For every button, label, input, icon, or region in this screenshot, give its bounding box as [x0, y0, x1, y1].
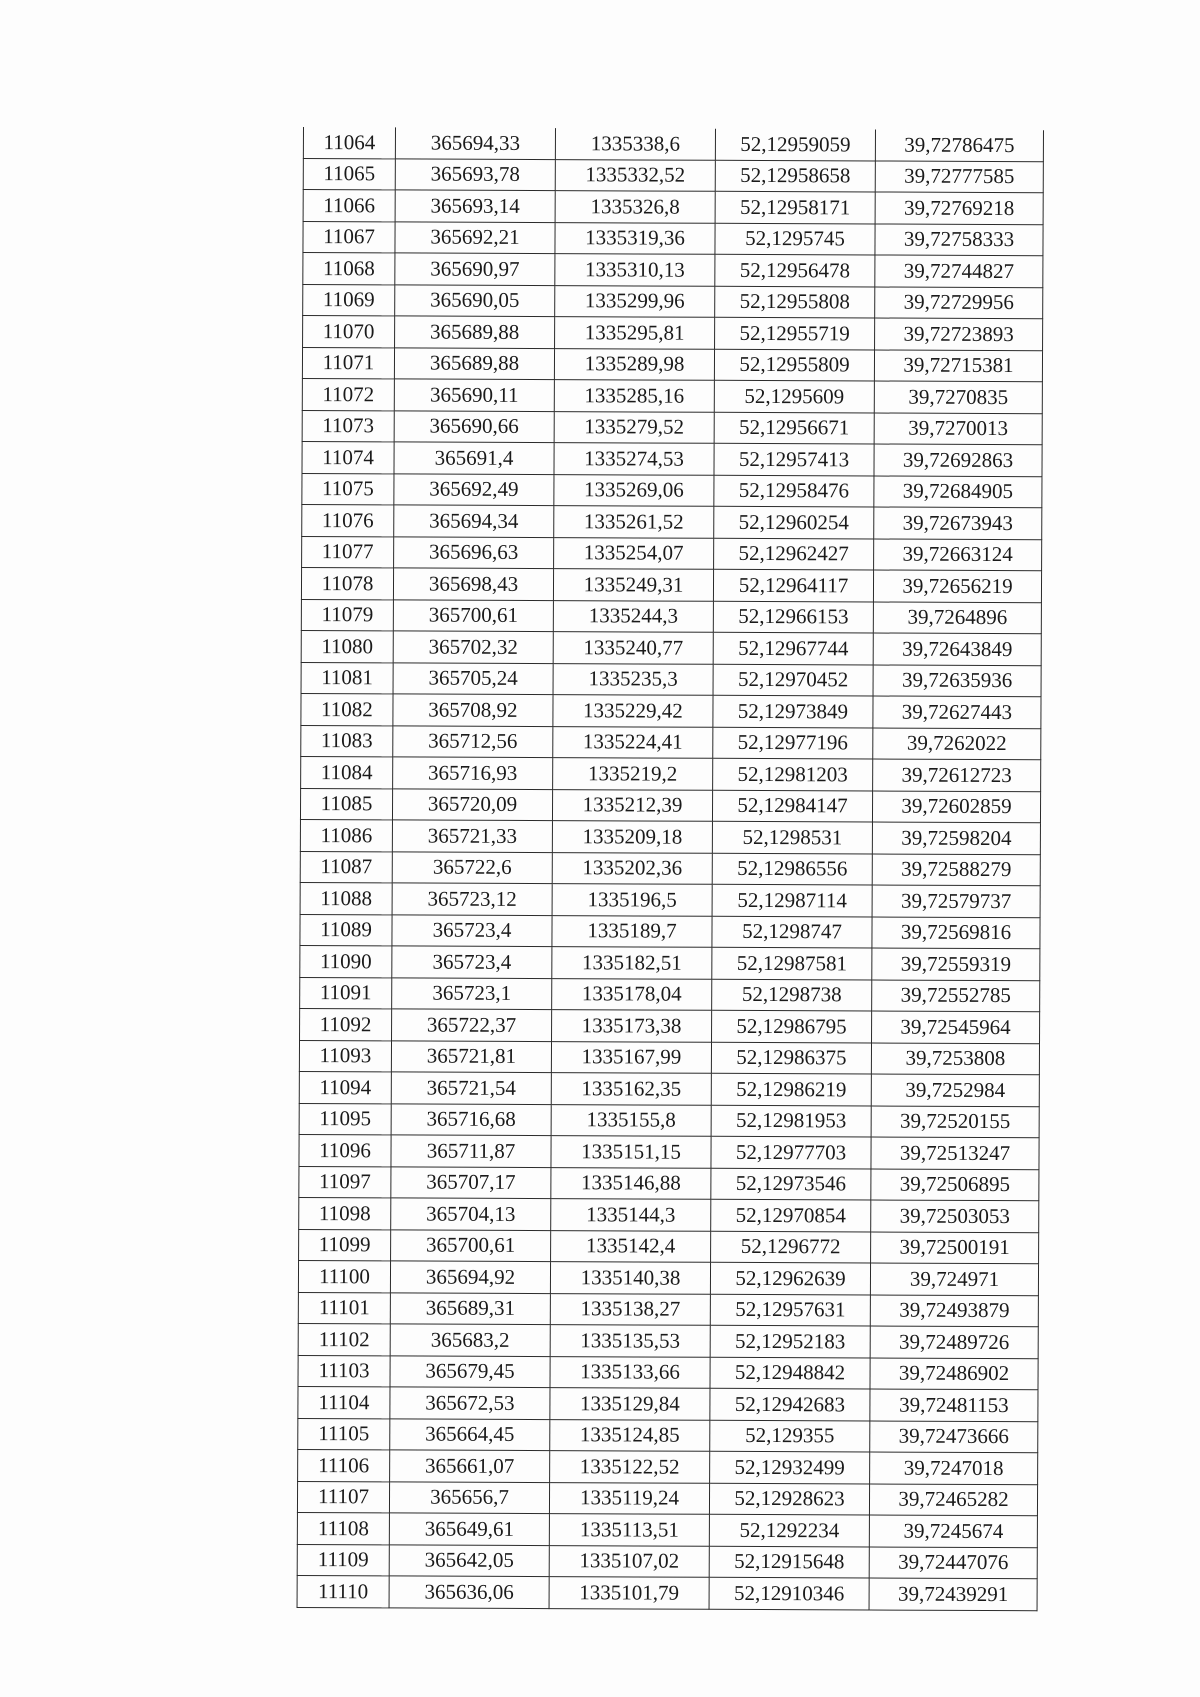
- x-coordinate-cell: 365700,61: [393, 599, 553, 631]
- latitude-cell: 52,12970452: [713, 664, 873, 696]
- table-row: [299, 1166, 1039, 1201]
- table-row: [302, 410, 1042, 445]
- point-number-cell: 11094: [299, 1071, 391, 1103]
- longitude-cell: 39,72744827: [875, 255, 1043, 287]
- x-coordinate-cell: 365694,34: [394, 505, 554, 537]
- x-coordinate-cell: 365723,12: [392, 883, 552, 915]
- longitude-cell: 39,7270835: [874, 381, 1042, 413]
- point-number-cell: 11070: [303, 316, 395, 348]
- point-number-cell: 11078: [301, 567, 393, 599]
- table-row: [300, 1008, 1040, 1043]
- point-number-cell: 11098: [299, 1197, 391, 1229]
- y-coordinate-cell: 1335167,99: [551, 1041, 711, 1073]
- longitude-cell: 39,72579737: [872, 885, 1040, 917]
- point-number-cell: 11079: [301, 599, 393, 631]
- point-number-cell: 11096: [299, 1134, 391, 1166]
- latitude-cell: 52,12955719: [715, 317, 875, 349]
- longitude-cell: 39,72663124: [874, 538, 1042, 570]
- longitude-cell: 39,72493879: [870, 1294, 1038, 1326]
- latitude-cell: 52,1298738: [712, 979, 872, 1011]
- point-number-cell: 11107: [297, 1481, 389, 1513]
- point-number-cell: 11106: [298, 1449, 390, 1481]
- y-coordinate-cell: 1335279,52: [554, 411, 714, 443]
- table-row: [301, 599, 1041, 634]
- point-number-cell: 11082: [301, 693, 393, 725]
- point-number-cell: 11085: [300, 788, 392, 820]
- x-coordinate-cell: 365723,4: [392, 946, 552, 978]
- point-number-cell: 11100: [298, 1260, 390, 1292]
- latitude-cell: 52,12977703: [711, 1136, 871, 1168]
- table-row: [302, 378, 1042, 413]
- point-number-cell: 11068: [303, 253, 395, 285]
- longitude-cell: 39,7247018: [870, 1452, 1038, 1484]
- x-coordinate-cell: 365696,63: [394, 536, 554, 568]
- y-coordinate-cell: 1335151,15: [551, 1136, 711, 1168]
- x-coordinate-cell: 365721,81: [391, 1040, 551, 1072]
- table-row: [298, 1260, 1038, 1295]
- point-number-cell: 11064: [303, 127, 395, 158]
- point-number-cell: 11083: [301, 725, 393, 757]
- longitude-cell: 39,7264896: [873, 601, 1041, 633]
- x-coordinate-cell: 365705,24: [393, 662, 553, 694]
- y-coordinate-cell: 1335299,96: [555, 285, 715, 317]
- x-coordinate-cell: 365721,33: [392, 820, 552, 852]
- point-number-cell: 11095: [299, 1103, 391, 1135]
- latitude-cell: 52,12957631: [710, 1294, 870, 1326]
- y-coordinate-cell: 1335224,41: [553, 726, 713, 758]
- latitude-cell: 52,12986795: [712, 1010, 872, 1042]
- x-coordinate-cell: 365694,92: [390, 1261, 550, 1293]
- y-coordinate-cell: 1335196,5: [552, 884, 712, 916]
- coordinates-table-body: [297, 127, 1043, 1610]
- latitude-cell: 52,12970854: [711, 1199, 871, 1231]
- point-number-cell: 11109: [297, 1544, 389, 1576]
- y-coordinate-cell: 1335244,3: [553, 600, 713, 632]
- latitude-cell: 52,12956671: [714, 412, 874, 444]
- x-coordinate-cell: 365690,05: [395, 284, 555, 316]
- x-coordinate-cell: 365636,06: [389, 1576, 549, 1608]
- x-coordinate-cell: 365642,05: [389, 1544, 549, 1576]
- longitude-cell: 39,72598204: [872, 822, 1040, 854]
- y-coordinate-cell: 1335146,88: [551, 1167, 711, 1199]
- longitude-cell: 39,72481153: [870, 1389, 1038, 1421]
- y-coordinate-cell: 1335140,38: [550, 1262, 710, 1294]
- point-number-cell: 11081: [301, 662, 393, 694]
- latitude-cell: 52,1295745: [715, 223, 875, 255]
- point-number-cell: 11080: [301, 630, 393, 662]
- y-coordinate-cell: 1335338,6: [555, 128, 715, 160]
- y-coordinate-cell: 1335289,98: [554, 348, 714, 380]
- x-coordinate-cell: 365689,88: [394, 347, 554, 379]
- y-coordinate-cell: 1335124,85: [550, 1419, 710, 1451]
- longitude-cell: 39,72500191: [871, 1231, 1039, 1263]
- x-coordinate-cell: 365704,13: [391, 1198, 551, 1230]
- x-coordinate-cell: 365693,14: [395, 190, 555, 222]
- y-coordinate-cell: 1335182,51: [552, 947, 712, 979]
- latitude-cell: 52,12948842: [710, 1357, 870, 1389]
- longitude-cell: 39,72673943: [874, 507, 1042, 539]
- table-row: [303, 190, 1043, 225]
- table-row: [303, 127, 1043, 161]
- table-row: [303, 253, 1043, 288]
- table-row: [297, 1512, 1037, 1547]
- x-coordinate-cell: 365690,11: [394, 379, 554, 411]
- longitude-cell: 39,72486902: [870, 1357, 1038, 1389]
- longitude-cell: 39,72777585: [875, 160, 1043, 192]
- point-number-cell: 11089: [300, 914, 392, 946]
- table-row: [299, 1229, 1039, 1264]
- y-coordinate-cell: 1335173,38: [552, 1010, 712, 1042]
- table-row: [301, 630, 1041, 665]
- table-row: [303, 316, 1043, 351]
- table-row: [300, 819, 1040, 854]
- y-coordinate-cell: 1335319,36: [555, 222, 715, 254]
- longitude-cell: 39,7245674: [869, 1515, 1037, 1547]
- x-coordinate-cell: 365723,4: [392, 914, 552, 946]
- point-number-cell: 11091: [300, 977, 392, 1009]
- y-coordinate-cell: 1335235,3: [553, 663, 713, 695]
- table-row: [300, 945, 1040, 980]
- y-coordinate-cell: 1335285,16: [554, 380, 714, 412]
- longitude-cell: 39,7252984: [871, 1074, 1039, 1106]
- latitude-cell: 52,12958171: [715, 191, 875, 223]
- table-row: [298, 1386, 1038, 1421]
- table-row: [303, 221, 1043, 256]
- y-coordinate-cell: 1335142,4: [551, 1230, 711, 1262]
- x-coordinate-cell: 365722,37: [392, 1009, 552, 1041]
- longitude-cell: 39,724971: [870, 1263, 1038, 1295]
- longitude-cell: 39,7253808: [871, 1042, 1039, 1074]
- y-coordinate-cell: 1335219,2: [553, 758, 713, 790]
- latitude-cell: 52,12932499: [710, 1451, 870, 1483]
- latitude-cell: 52,12959059: [715, 129, 875, 161]
- y-coordinate-cell: 1335295,81: [555, 317, 715, 349]
- latitude-cell: 52,12957413: [714, 443, 874, 475]
- y-coordinate-cell: 1335113,51: [549, 1514, 709, 1546]
- y-coordinate-cell: 1335122,52: [550, 1451, 710, 1483]
- y-coordinate-cell: 1335202,36: [552, 852, 712, 884]
- point-number-cell: 11103: [298, 1355, 390, 1387]
- latitude-cell: 52,12987114: [712, 884, 872, 916]
- table-row: [299, 1134, 1039, 1169]
- y-coordinate-cell: 1335107,02: [549, 1545, 709, 1577]
- point-number-cell: 11066: [303, 190, 395, 222]
- latitude-cell: 52,12966153: [713, 601, 873, 633]
- longitude-cell: 39,7262022: [873, 727, 1041, 759]
- point-number-cell: 11067: [303, 221, 395, 253]
- x-coordinate-cell: 365700,61: [391, 1229, 551, 1261]
- latitude-cell: 52,12958658: [715, 160, 875, 192]
- table-row: [301, 662, 1041, 697]
- latitude-cell: 52,12942683: [710, 1388, 870, 1420]
- longitude-cell: 39,72692863: [874, 444, 1042, 476]
- x-coordinate-cell: 365690,97: [395, 253, 555, 285]
- x-coordinate-cell: 365689,31: [390, 1292, 550, 1324]
- x-coordinate-cell: 365722,6: [392, 851, 552, 883]
- longitude-cell: 39,72656219: [873, 570, 1041, 602]
- longitude-cell: 39,72643849: [873, 633, 1041, 665]
- x-coordinate-cell: 365702,32: [393, 631, 553, 663]
- longitude-cell: 39,72545964: [872, 1011, 1040, 1043]
- table-row: [298, 1323, 1038, 1358]
- table-row: [302, 504, 1042, 539]
- table-row: [303, 158, 1043, 193]
- point-number-cell: 11101: [298, 1292, 390, 1324]
- latitude-cell: 52,12986375: [711, 1042, 871, 1074]
- x-coordinate-cell: 365679,45: [390, 1355, 550, 1387]
- y-coordinate-cell: 1335178,04: [552, 978, 712, 1010]
- point-number-cell: 11092: [300, 1008, 392, 1040]
- table-row: [299, 1197, 1039, 1232]
- latitude-cell: 52,12962427: [714, 538, 874, 570]
- point-number-cell: 11087: [300, 851, 392, 883]
- longitude-cell: 39,72489726: [870, 1326, 1038, 1358]
- y-coordinate-cell: 1335101,79: [549, 1577, 709, 1609]
- latitude-cell: 52,1296772: [711, 1231, 871, 1263]
- table-row: [300, 882, 1040, 917]
- point-number-cell: 11099: [299, 1229, 391, 1261]
- table-row: [302, 473, 1042, 508]
- point-number-cell: 11102: [298, 1323, 390, 1355]
- point-number-cell: 11074: [302, 441, 394, 473]
- y-coordinate-cell: 1335209,18: [552, 821, 712, 853]
- longitude-cell: 39,72758333: [875, 223, 1043, 255]
- y-coordinate-cell: 1335144,3: [551, 1199, 711, 1231]
- table-row: [297, 1575, 1037, 1610]
- y-coordinate-cell: 1335249,31: [553, 569, 713, 601]
- x-coordinate-cell: 365694,33: [395, 127, 555, 159]
- longitude-cell: 39,72627443: [873, 696, 1041, 728]
- longitude-cell: 39,7270013: [874, 412, 1042, 444]
- point-number-cell: 11075: [302, 473, 394, 505]
- x-coordinate-cell: 365691,4: [394, 442, 554, 474]
- point-number-cell: 11097: [299, 1166, 391, 1198]
- point-number-cell: 11072: [302, 378, 394, 410]
- table-row: [300, 788, 1040, 823]
- y-coordinate-cell: 1335138,27: [550, 1293, 710, 1325]
- table-row: [298, 1355, 1038, 1390]
- longitude-cell: 39,72559319: [872, 948, 1040, 980]
- longitude-cell: 39,72635936: [873, 664, 1041, 696]
- latitude-cell: 52,12986556: [712, 853, 872, 885]
- longitude-cell: 39,72439291: [869, 1578, 1037, 1610]
- x-coordinate-cell: 365689,88: [395, 316, 555, 348]
- y-coordinate-cell: 1335119,24: [549, 1482, 709, 1514]
- table-row: [300, 851, 1040, 886]
- x-coordinate-cell: 365711,87: [391, 1135, 551, 1167]
- latitude-cell: 52,12986219: [711, 1073, 871, 1105]
- table-row: [302, 441, 1042, 476]
- longitude-cell: 39,72769218: [875, 192, 1043, 224]
- x-coordinate-cell: 365716,93: [393, 757, 553, 789]
- y-coordinate-cell: 1335274,53: [554, 443, 714, 475]
- latitude-cell: 52,12973546: [711, 1168, 871, 1200]
- y-coordinate-cell: 1335229,42: [553, 695, 713, 727]
- x-coordinate-cell: 365707,17: [391, 1166, 551, 1198]
- table-row: [300, 914, 1040, 949]
- point-number-cell: 11084: [301, 756, 393, 788]
- point-number-cell: 11104: [298, 1386, 390, 1418]
- latitude-cell: 52,129355: [710, 1420, 870, 1452]
- latitude-cell: 52,12915648: [709, 1546, 869, 1578]
- x-coordinate-cell: 365661,07: [390, 1450, 550, 1482]
- latitude-cell: 52,1292234: [709, 1514, 869, 1546]
- longitude-cell: 39,72473666: [870, 1420, 1038, 1452]
- table-row: [298, 1292, 1038, 1327]
- x-coordinate-cell: 365720,09: [392, 788, 552, 820]
- point-number-cell: 11073: [302, 410, 394, 442]
- latitude-cell: 52,12967744: [713, 632, 873, 664]
- x-coordinate-cell: 365716,68: [391, 1103, 551, 1135]
- point-number-cell: 11110: [297, 1575, 389, 1607]
- y-coordinate-cell: 1335326,8: [555, 191, 715, 223]
- latitude-cell: 52,1298531: [712, 821, 872, 853]
- latitude-cell: 52,12956478: [715, 254, 875, 286]
- latitude-cell: 52,12987581: [712, 947, 872, 979]
- latitude-cell: 52,12955808: [715, 286, 875, 318]
- table-row: [302, 536, 1042, 571]
- x-coordinate-cell: 365712,56: [393, 725, 553, 757]
- y-coordinate-cell: 1335310,13: [555, 254, 715, 286]
- x-coordinate-cell: 365693,78: [395, 158, 555, 190]
- y-coordinate-cell: 1335261,52: [554, 506, 714, 538]
- longitude-cell: 39,72612723: [873, 759, 1041, 791]
- y-coordinate-cell: 1335189,7: [552, 915, 712, 947]
- table-row: [297, 1544, 1037, 1579]
- latitude-cell: 52,12928623: [709, 1483, 869, 1515]
- x-coordinate-cell: 365708,92: [393, 694, 553, 726]
- longitude-cell: 39,72503053: [871, 1200, 1039, 1232]
- table-row: [299, 1103, 1039, 1138]
- table-row: [297, 1481, 1037, 1516]
- latitude-cell: 52,12952183: [710, 1325, 870, 1357]
- latitude-cell: 52,12981203: [713, 758, 873, 790]
- y-coordinate-cell: 1335155,8: [551, 1104, 711, 1136]
- y-coordinate-cell: 1335135,53: [550, 1325, 710, 1357]
- longitude-cell: 39,72723893: [875, 318, 1043, 350]
- point-number-cell: 11105: [298, 1418, 390, 1450]
- y-coordinate-cell: 1335240,77: [553, 632, 713, 664]
- longitude-cell: 39,72729956: [875, 286, 1043, 318]
- point-number-cell: 11086: [300, 819, 392, 851]
- point-number-cell: 11093: [299, 1040, 391, 1072]
- x-coordinate-cell: 365649,61: [389, 1513, 549, 1545]
- latitude-cell: 52,12984147: [712, 790, 872, 822]
- latitude-cell: 52,12958476: [714, 475, 874, 507]
- y-coordinate-cell: 1335133,66: [550, 1356, 710, 1388]
- longitude-cell: 39,72520155: [871, 1105, 1039, 1137]
- longitude-cell: 39,72569816: [872, 916, 1040, 948]
- x-coordinate-cell: 365692,21: [395, 221, 555, 253]
- table-row: [299, 1071, 1039, 1106]
- x-coordinate-cell: 365664,45: [390, 1418, 550, 1450]
- latitude-cell: 52,12981953: [711, 1105, 871, 1137]
- point-number-cell: 11071: [302, 347, 394, 379]
- table-row: [299, 1040, 1039, 1075]
- table-row: [298, 1449, 1038, 1484]
- x-coordinate-cell: 365683,2: [390, 1324, 550, 1356]
- latitude-cell: 52,12962639: [710, 1262, 870, 1294]
- latitude-cell: 52,1298747: [712, 916, 872, 948]
- longitude-cell: 39,72465282: [869, 1483, 1037, 1515]
- x-coordinate-cell: 365656,7: [389, 1481, 549, 1513]
- x-coordinate-cell: 365723,1: [392, 977, 552, 1009]
- coordinates-table: [297, 127, 1044, 1611]
- table-row: [300, 977, 1040, 1012]
- y-coordinate-cell: 1335269,06: [554, 474, 714, 506]
- x-coordinate-cell: 365692,49: [394, 473, 554, 505]
- point-number-cell: 11108: [297, 1512, 389, 1544]
- y-coordinate-cell: 1335162,35: [551, 1073, 711, 1105]
- longitude-cell: 39,72786475: [875, 129, 1043, 161]
- point-number-cell: 11065: [303, 158, 395, 190]
- longitude-cell: 39,72506895: [871, 1168, 1039, 1200]
- point-number-cell: 11088: [300, 882, 392, 914]
- longitude-cell: 39,72588279: [872, 853, 1040, 885]
- latitude-cell: 52,12910346: [709, 1577, 869, 1609]
- table-row: [303, 284, 1043, 319]
- longitude-cell: 39,72447076: [869, 1546, 1037, 1578]
- table-row: [298, 1418, 1038, 1453]
- table-row: [301, 567, 1041, 602]
- y-coordinate-cell: 1335129,84: [550, 1388, 710, 1420]
- table-row: [301, 693, 1041, 728]
- x-coordinate-cell: 365698,43: [393, 568, 553, 600]
- point-number-cell: 11076: [302, 504, 394, 536]
- x-coordinate-cell: 365672,53: [390, 1387, 550, 1419]
- x-coordinate-cell: 365721,54: [391, 1072, 551, 1104]
- longitude-cell: 39,72513247: [871, 1137, 1039, 1169]
- latitude-cell: 52,12973849: [713, 695, 873, 727]
- y-coordinate-cell: 1335332,52: [555, 159, 715, 191]
- point-number-cell: 11077: [302, 536, 394, 568]
- latitude-cell: 52,1295609: [714, 380, 874, 412]
- latitude-cell: 52,12960254: [714, 506, 874, 538]
- table-row: [301, 756, 1041, 791]
- longitude-cell: 39,72602859: [872, 790, 1040, 822]
- point-number-cell: 11090: [300, 945, 392, 977]
- table-row: [301, 725, 1041, 760]
- table-row: [302, 347, 1042, 382]
- longitude-cell: 39,72715381: [874, 349, 1042, 381]
- y-coordinate-cell: 1335212,39: [552, 789, 712, 821]
- longitude-cell: 39,72684905: [874, 475, 1042, 507]
- y-coordinate-cell: 1335254,07: [554, 537, 714, 569]
- latitude-cell: 52,12977196: [713, 727, 873, 759]
- x-coordinate-cell: 365690,66: [394, 410, 554, 442]
- latitude-cell: 52,12964117: [713, 569, 873, 601]
- latitude-cell: 52,12955809: [714, 349, 874, 381]
- longitude-cell: 39,72552785: [872, 979, 1040, 1011]
- point-number-cell: 11069: [303, 284, 395, 316]
